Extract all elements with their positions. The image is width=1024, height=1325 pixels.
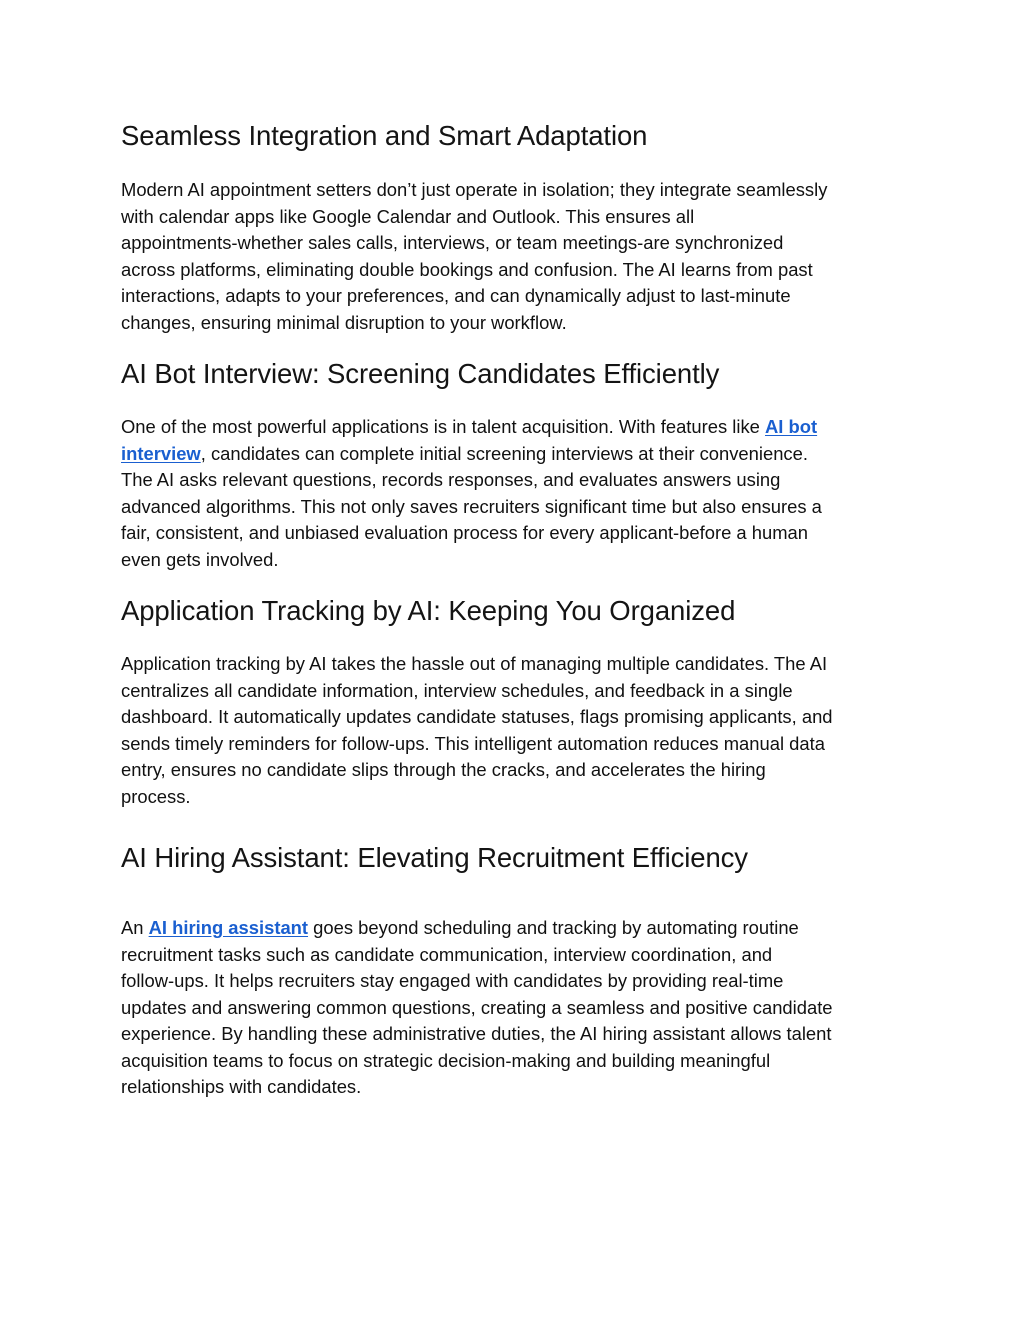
paragraph-line: updates and answering common questions, creating a seamless and positive candidate [121, 996, 833, 1018]
paragraph-line: acquisition teams to focus on strategic decision-making and building meaningful [121, 1049, 771, 1071]
section-paragraph-seamless-integration [121, 177, 906, 336]
paragraph-line: appointments-whether sales calls, interviews, or team meetings-are synchronized [121, 232, 784, 253]
section-heading-ai-bot-interview: AI Bot Interview: Screening Candidates Efficiently [121, 358, 720, 389]
paragraph-text: goes beyond scheduling and tracking by automating routine [308, 917, 799, 938]
paragraph-line: with calendar apps like Google Calendar and Outlook. This ensures all [121, 205, 695, 227]
section-heading-application-tracking: Application Tracking by AI: Keeping You Organized [121, 595, 736, 626]
ai-hiring-assistant-link[interactable]: AI hiring assistant [148, 917, 309, 938]
paragraph-line: fair, consistent, and unbiased evaluation process for every applicant-before a human [121, 522, 808, 543]
paragraph-line: Modern AI appointment setters don’t just operate in isolation; they integrate seamlessly [121, 179, 828, 200]
section-paragraph-application-tracking [121, 651, 906, 810]
paragraph-text: One of the most powerful applications is in talent acquisition. With features like [121, 416, 765, 437]
paragraph-line: dashboard. It automatically updates candidate statuses, flags promising applicants, and [121, 706, 833, 727]
paragraph-text: , candidates can complete initial screening interviews at their convenience. [200, 442, 808, 464]
paragraph-line: Application tracking by AI takes the hassle out of managing multiple candidates. The AI [121, 653, 828, 674]
paragraph-line: interactions, adapts to your preferences, and can dynamically adjust to last-minute [121, 285, 791, 306]
paragraph-line: sends timely reminders for follow-ups. This intelligent automation reduces manual data [121, 732, 825, 754]
paragraph-line [121, 441, 906, 468]
paragraph-line: process. [121, 785, 191, 807]
section-heading-ai-hiring-assistant: AI Hiring Assistant: Elevating Recruitment Efficiency [121, 842, 748, 873]
paragraph-line: centralizes all candidate information, interview schedules, and feedback in a single [121, 679, 793, 701]
paragraph-line [121, 915, 906, 942]
paragraph-line: recruitment tasks such as candidate communication, interview coordination, and [121, 943, 773, 965]
section-paragraph-ai-hiring-assistant [121, 915, 906, 1101]
paragraph-line: changes, ensuring minimal disruption to your workflow. [121, 311, 567, 333]
paragraph-line: follow-ups. It helps recruiters stay engaged with candidates by providing real-time [121, 970, 784, 991]
paragraph-line: advanced algorithms. This not only saves recruiters significant time but also ensures a [121, 495, 822, 517]
paragraph-line: even gets involved. [121, 548, 279, 570]
ai-bot-interview-link[interactable]: AI bot [765, 416, 818, 437]
paragraph-line: entry, ensures no candidate slips through the cracks, and accelerates the hiring [121, 759, 766, 780]
ai-bot-interview-link-continued[interactable]: interview [121, 442, 201, 464]
paragraph-line: The AI asks relevant questions, records responses, and evaluates answers using [121, 469, 781, 490]
paragraph-line: experience. By handling these administrative duties, the AI hiring assistant allows talent [121, 1023, 832, 1044]
paragraph-line [121, 414, 906, 441]
paragraph-line: across platforms, eliminating double bookings and confusion. The AI learns from past [121, 258, 813, 280]
section-paragraph-ai-bot-interview [121, 414, 906, 573]
section-heading-seamless-integration: Seamless Integration and Smart Adaptation [121, 120, 648, 151]
paragraph-text: An [121, 917, 149, 938]
paragraph-line: relationships with candidates. [121, 1076, 362, 1097]
